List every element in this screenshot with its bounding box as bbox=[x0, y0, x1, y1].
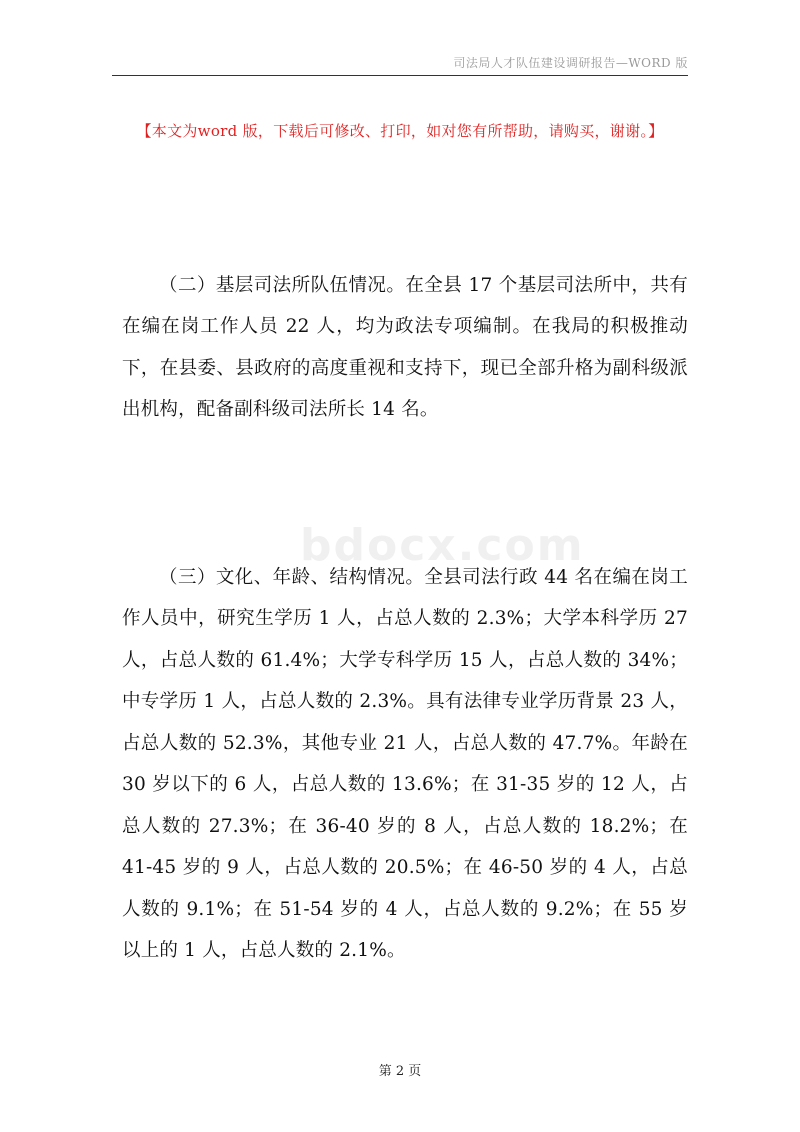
header-title: 司法局人才队伍建设调研报告—WORD 版 bbox=[453, 56, 688, 70]
page-number: 第 2 页 bbox=[378, 1064, 422, 1079]
header-divider bbox=[112, 75, 688, 76]
paragraph-education-age-structure: （三）文化、年龄、结构情况。全县司法行政 44 名在编在岗工作人员中，研究生学历 1 人，占总人数的 2.3%；大学本科学历 27 人，占总人数的 61.4%；大学专科学历 15 人，占总人数的 34%；中专学历 1 人，占总人数的 2.3%。具有法律专业学历背景 23 人，占总人数的 52.3%，其他专业 21 人，占总人数的 47.7%。年龄在 30 岁以下的 6 人，占总人数的 13.6%；在 31-35 岁的 12 人，占总人数的 27.3%；在 36-40 岁的 8 人，占总人数的 18.2%；在 41-45 岁的 9 人，占总人数的 20.5%；在 46-50 岁的 4 人，占总人数的 9.1%；在 51-54 岁的 4 人，占总人数的 9.2%；在 55 岁以上的 1 人，占总人数的 2.1%。 bbox=[122, 566, 688, 961]
paragraph-grassroots-judicial-offices: （二）基层司法所队伍情况。在全县 17 个基层司法所中，共有在编在岗工作人员 22 人，均为政法专项编制。在我局的积极推动下，在县委、县政府的高度重视和支持下，现已全部升格为副科级派出机构，配备副科级司法所长 14 名。 bbox=[122, 274, 688, 420]
watermark: bdocx.com bbox=[300, 520, 585, 571]
download-notice: 【本文为word 版，下载后可修改、打印，如对您有所帮助，请购买，谢谢。】 bbox=[136, 122, 664, 140]
